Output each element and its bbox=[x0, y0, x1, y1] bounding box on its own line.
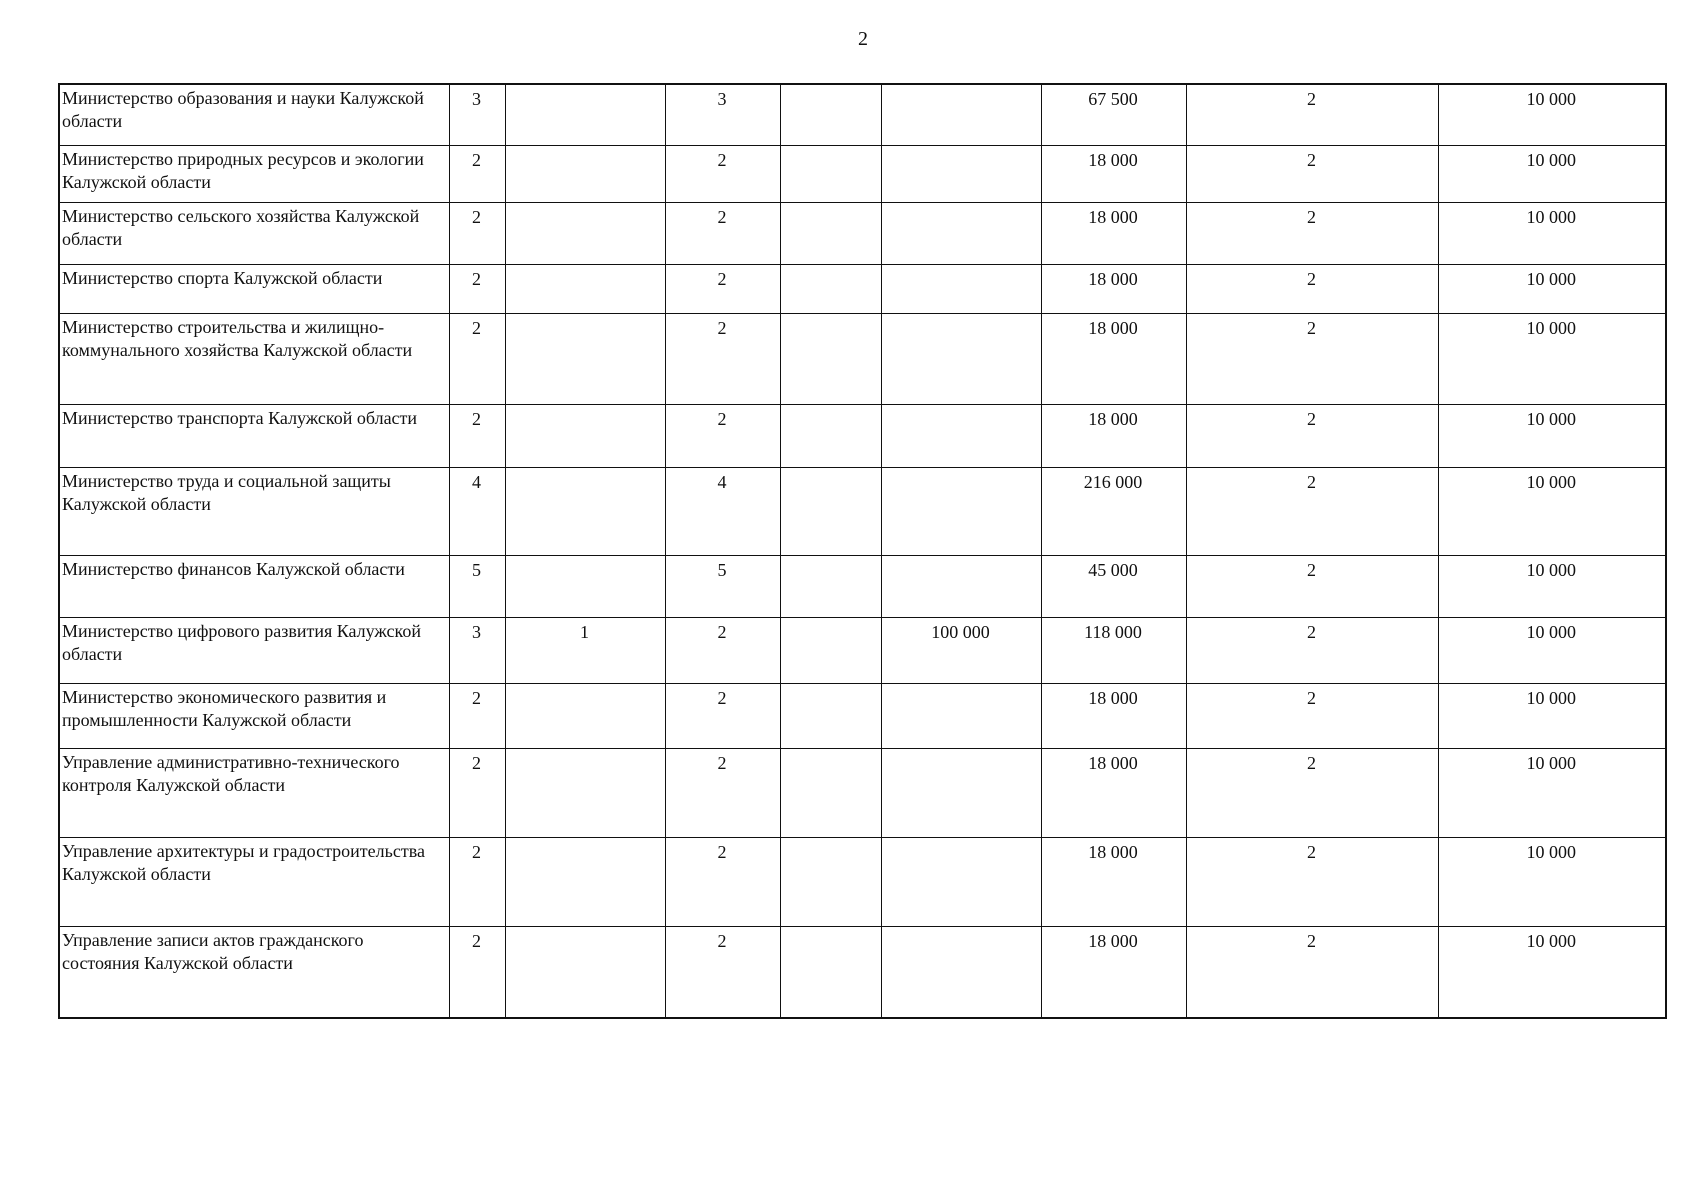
cell-col-6: 18 000 bbox=[1041, 926, 1186, 1018]
cell-col-6: 18 000 bbox=[1041, 264, 1186, 313]
cell-organization: Управление архитектуры и градостроительства Калужской области bbox=[59, 837, 449, 926]
cell-col-2 bbox=[505, 202, 665, 264]
table-row bbox=[59, 555, 1666, 617]
cell-col-6: 216 000 bbox=[1041, 467, 1186, 555]
cell-col-4 bbox=[780, 84, 881, 145]
cell-col-6: 118 000 bbox=[1041, 617, 1186, 683]
cell-col-8: 10 000 bbox=[1438, 145, 1666, 202]
cell-col-1: 2 bbox=[449, 748, 505, 837]
cell-col-2 bbox=[505, 264, 665, 313]
cell-col-5 bbox=[881, 837, 1041, 926]
cell-col-7: 2 bbox=[1186, 84, 1438, 145]
cell-col-7: 2 bbox=[1186, 467, 1438, 555]
cell-col-8: 10 000 bbox=[1438, 683, 1666, 748]
cell-col-2 bbox=[505, 313, 665, 404]
cell-col-1: 2 bbox=[449, 202, 505, 264]
cell-col-5 bbox=[881, 555, 1041, 617]
cell-col-8: 10 000 bbox=[1438, 313, 1666, 404]
cell-col-7: 2 bbox=[1186, 404, 1438, 467]
cell-col-2 bbox=[505, 555, 665, 617]
cell-col-5 bbox=[881, 84, 1041, 145]
cell-col-1: 3 bbox=[449, 84, 505, 145]
cell-col-5 bbox=[881, 683, 1041, 748]
cell-col-3: 2 bbox=[665, 748, 780, 837]
cell-col-6: 18 000 bbox=[1041, 748, 1186, 837]
cell-col-3: 5 bbox=[665, 555, 780, 617]
table-row bbox=[59, 748, 1666, 837]
cell-organization: Министерство сельского хозяйства Калужской области bbox=[59, 202, 449, 264]
cell-col-6: 18 000 bbox=[1041, 202, 1186, 264]
cell-col-6: 45 000 bbox=[1041, 555, 1186, 617]
cell-col-5 bbox=[881, 467, 1041, 555]
cell-col-4 bbox=[780, 748, 881, 837]
table-row bbox=[59, 264, 1666, 313]
cell-col-6: 18 000 bbox=[1041, 313, 1186, 404]
cell-col-6: 67 500 bbox=[1041, 84, 1186, 145]
cell-col-3: 2 bbox=[665, 617, 780, 683]
table-row bbox=[59, 837, 1666, 926]
cell-col-5 bbox=[881, 202, 1041, 264]
cell-col-4 bbox=[780, 617, 881, 683]
cell-col-7: 2 bbox=[1186, 202, 1438, 264]
cell-col-4 bbox=[780, 202, 881, 264]
cell-col-5 bbox=[881, 926, 1041, 1018]
cell-col-8: 10 000 bbox=[1438, 837, 1666, 926]
cell-col-5 bbox=[881, 145, 1041, 202]
cell-col-7: 2 bbox=[1186, 837, 1438, 926]
cell-organization: Управление записи актов гражданского состояния Калужской области bbox=[59, 926, 449, 1018]
cell-col-2 bbox=[505, 84, 665, 145]
cell-col-8: 10 000 bbox=[1438, 467, 1666, 555]
cell-organization: Министерство образования и науки Калужской области bbox=[59, 84, 449, 145]
table-row bbox=[59, 202, 1666, 264]
cell-col-2 bbox=[505, 404, 665, 467]
table-row bbox=[59, 683, 1666, 748]
cell-col-6: 18 000 bbox=[1041, 683, 1186, 748]
cell-col-1: 2 bbox=[449, 926, 505, 1018]
cell-col-2 bbox=[505, 837, 665, 926]
data-table bbox=[58, 83, 1667, 1019]
cell-col-1: 3 bbox=[449, 617, 505, 683]
cell-organization: Министерство транспорта Калужской области bbox=[59, 404, 449, 467]
cell-col-8: 10 000 bbox=[1438, 264, 1666, 313]
cell-organization: Министерство труда и социальной защиты Калужской области bbox=[59, 467, 449, 555]
cell-col-8: 10 000 bbox=[1438, 926, 1666, 1018]
cell-col-6: 18 000 bbox=[1041, 145, 1186, 202]
cell-col-8: 10 000 bbox=[1438, 404, 1666, 467]
cell-col-7: 2 bbox=[1186, 264, 1438, 313]
cell-col-1: 2 bbox=[449, 683, 505, 748]
cell-col-4 bbox=[780, 926, 881, 1018]
cell-col-8: 10 000 bbox=[1438, 748, 1666, 837]
table-row bbox=[59, 617, 1666, 683]
cell-col-4 bbox=[780, 837, 881, 926]
cell-col-6: 18 000 bbox=[1041, 404, 1186, 467]
cell-col-7: 2 bbox=[1186, 683, 1438, 748]
cell-col-5 bbox=[881, 404, 1041, 467]
table-row bbox=[59, 84, 1666, 145]
cell-organization: Министерство строительства и жилищно-коммунального хозяйства Калужской области bbox=[59, 313, 449, 404]
cell-col-3: 2 bbox=[665, 202, 780, 264]
table-body bbox=[59, 84, 1666, 1018]
cell-col-3: 4 bbox=[665, 467, 780, 555]
cell-col-7: 2 bbox=[1186, 926, 1438, 1018]
cell-col-1: 4 bbox=[449, 467, 505, 555]
cell-col-1: 2 bbox=[449, 145, 505, 202]
cell-col-4 bbox=[780, 683, 881, 748]
table-row bbox=[59, 467, 1666, 555]
cell-col-6: 18 000 bbox=[1041, 837, 1186, 926]
cell-col-3: 2 bbox=[665, 313, 780, 404]
cell-col-7: 2 bbox=[1186, 555, 1438, 617]
cell-col-2: 1 bbox=[505, 617, 665, 683]
cell-col-5 bbox=[881, 264, 1041, 313]
cell-col-4 bbox=[780, 145, 881, 202]
cell-col-3: 2 bbox=[665, 926, 780, 1018]
cell-col-1: 2 bbox=[449, 264, 505, 313]
cell-col-2 bbox=[505, 683, 665, 748]
cell-col-8: 10 000 bbox=[1438, 617, 1666, 683]
table-row bbox=[59, 313, 1666, 404]
cell-col-1: 2 bbox=[449, 837, 505, 926]
table-row bbox=[59, 145, 1666, 202]
cell-col-7: 2 bbox=[1186, 313, 1438, 404]
cell-col-4 bbox=[780, 404, 881, 467]
cell-col-3: 3 bbox=[665, 84, 780, 145]
cell-col-4 bbox=[780, 264, 881, 313]
table-row bbox=[59, 926, 1666, 1018]
cell-col-3: 2 bbox=[665, 404, 780, 467]
cell-organization: Министерство спорта Калужской области bbox=[59, 264, 449, 313]
cell-col-7: 2 bbox=[1186, 145, 1438, 202]
cell-col-5 bbox=[881, 748, 1041, 837]
table-row bbox=[59, 404, 1666, 467]
cell-organization: Управление административно-технического контроля Калужской области bbox=[59, 748, 449, 837]
cell-col-3: 2 bbox=[665, 683, 780, 748]
cell-col-1: 2 bbox=[449, 404, 505, 467]
cell-col-5 bbox=[881, 313, 1041, 404]
cell-col-2 bbox=[505, 467, 665, 555]
cell-col-4 bbox=[780, 313, 881, 404]
cell-col-8: 10 000 bbox=[1438, 202, 1666, 264]
cell-organization: Министерство природных ресурсов и экологии Калужской области bbox=[59, 145, 449, 202]
cell-col-4 bbox=[780, 467, 881, 555]
cell-col-7: 2 bbox=[1186, 748, 1438, 837]
cell-col-3: 2 bbox=[665, 264, 780, 313]
cell-col-3: 2 bbox=[665, 837, 780, 926]
cell-col-7: 2 bbox=[1186, 617, 1438, 683]
cell-col-3: 2 bbox=[665, 145, 780, 202]
cell-col-8: 10 000 bbox=[1438, 555, 1666, 617]
cell-organization: Министерство финансов Калужской области bbox=[59, 555, 449, 617]
page-number: 2 bbox=[858, 28, 868, 50]
cell-organization: Министерство экономического развития и промышленности Калужской области bbox=[59, 683, 449, 748]
cell-col-5: 100 000 bbox=[881, 617, 1041, 683]
cell-col-1: 2 bbox=[449, 313, 505, 404]
cell-col-8: 10 000 bbox=[1438, 84, 1666, 145]
cell-col-2 bbox=[505, 748, 665, 837]
cell-col-1: 5 bbox=[449, 555, 505, 617]
cell-col-2 bbox=[505, 145, 665, 202]
cell-col-2 bbox=[505, 926, 665, 1018]
cell-col-4 bbox=[780, 555, 881, 617]
cell-organization: Министерство цифрового развития Калужской области bbox=[59, 617, 449, 683]
